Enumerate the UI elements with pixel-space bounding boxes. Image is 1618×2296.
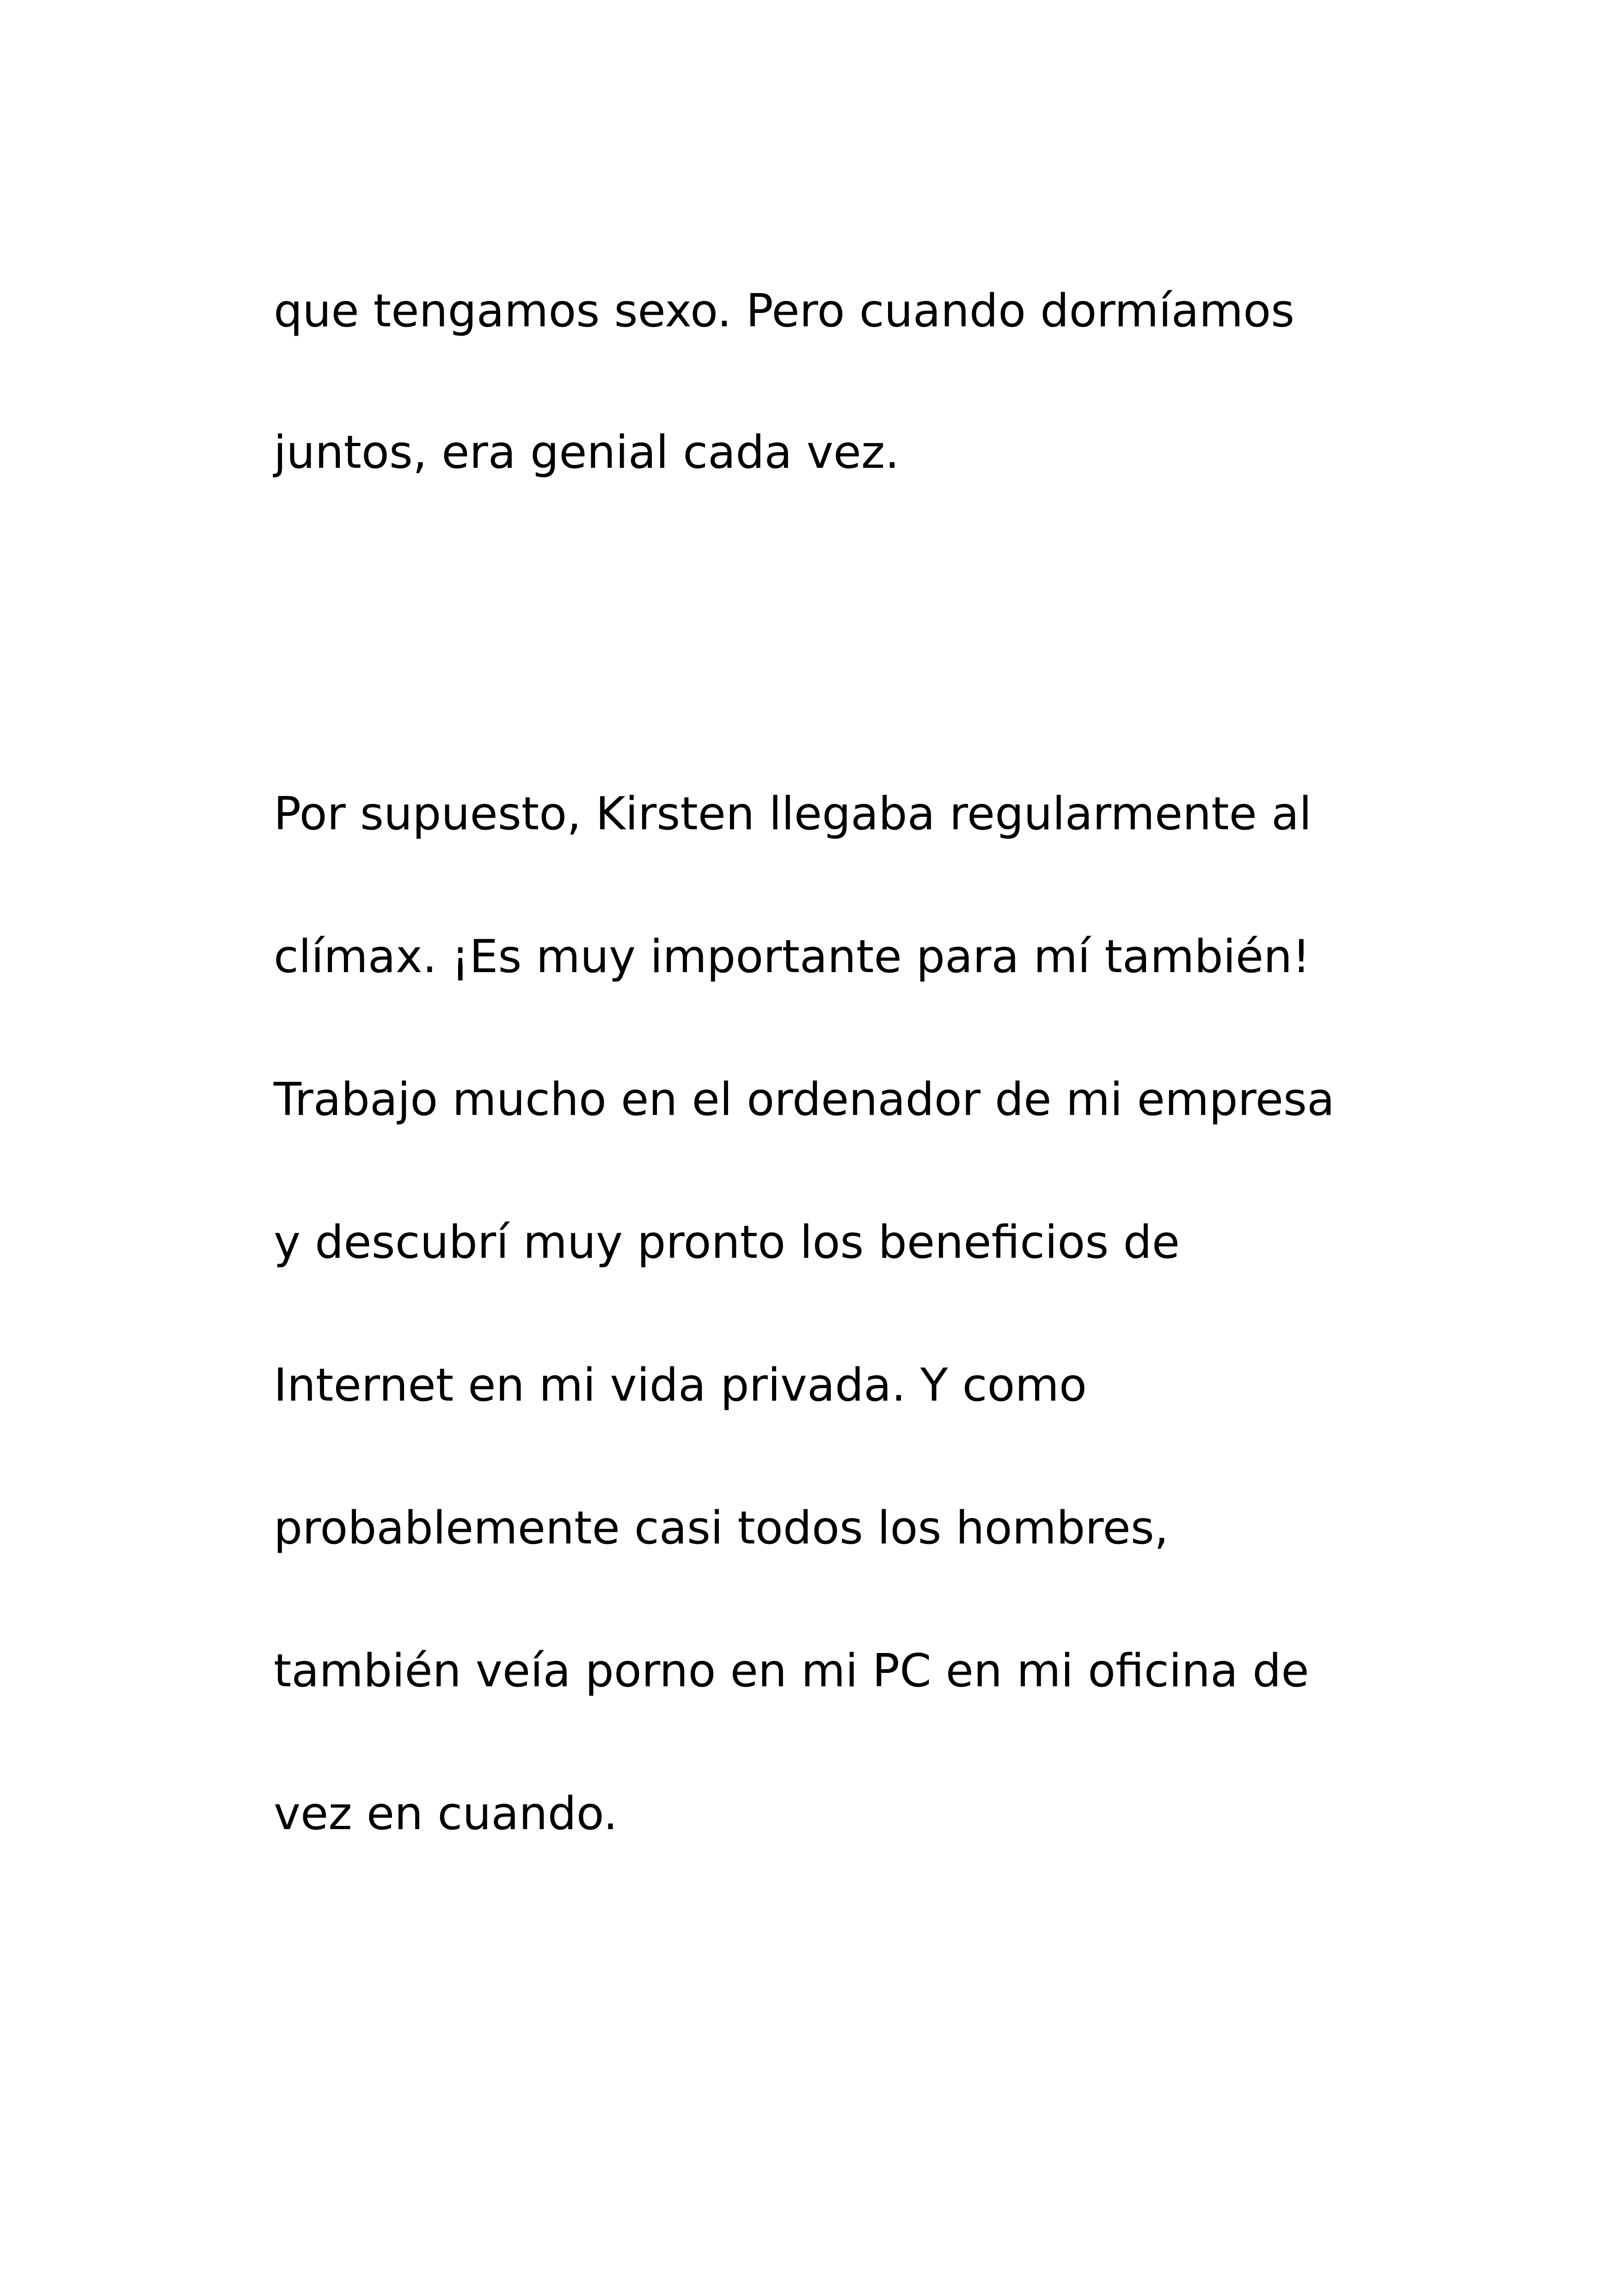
text-line: que tengamos sexo. Pero cuando dormíamos [274, 285, 1295, 337]
text-line: clímax. ¡Es muy importante para mí también! [274, 931, 1311, 983]
text-line: Por supuesto, Kirsten llegaba regularmente al [274, 788, 1312, 840]
text-line: probablemente casi todos los hombres, [274, 1502, 1169, 1555]
text-line: y descubrí muy pronto los beneficios de [274, 1216, 1180, 1269]
text-line: Trabajo mucho en el ordenador de mi empresa [274, 1073, 1335, 1126]
text-line: Internet en mi vida privada. Y como [274, 1359, 1087, 1412]
text-line: juntos, era genial cada vez. [274, 426, 900, 479]
text-line: también veía porno en mi PC en mi oficina de [274, 1645, 1309, 1697]
text-line: vez en cuando. [274, 1788, 618, 1840]
